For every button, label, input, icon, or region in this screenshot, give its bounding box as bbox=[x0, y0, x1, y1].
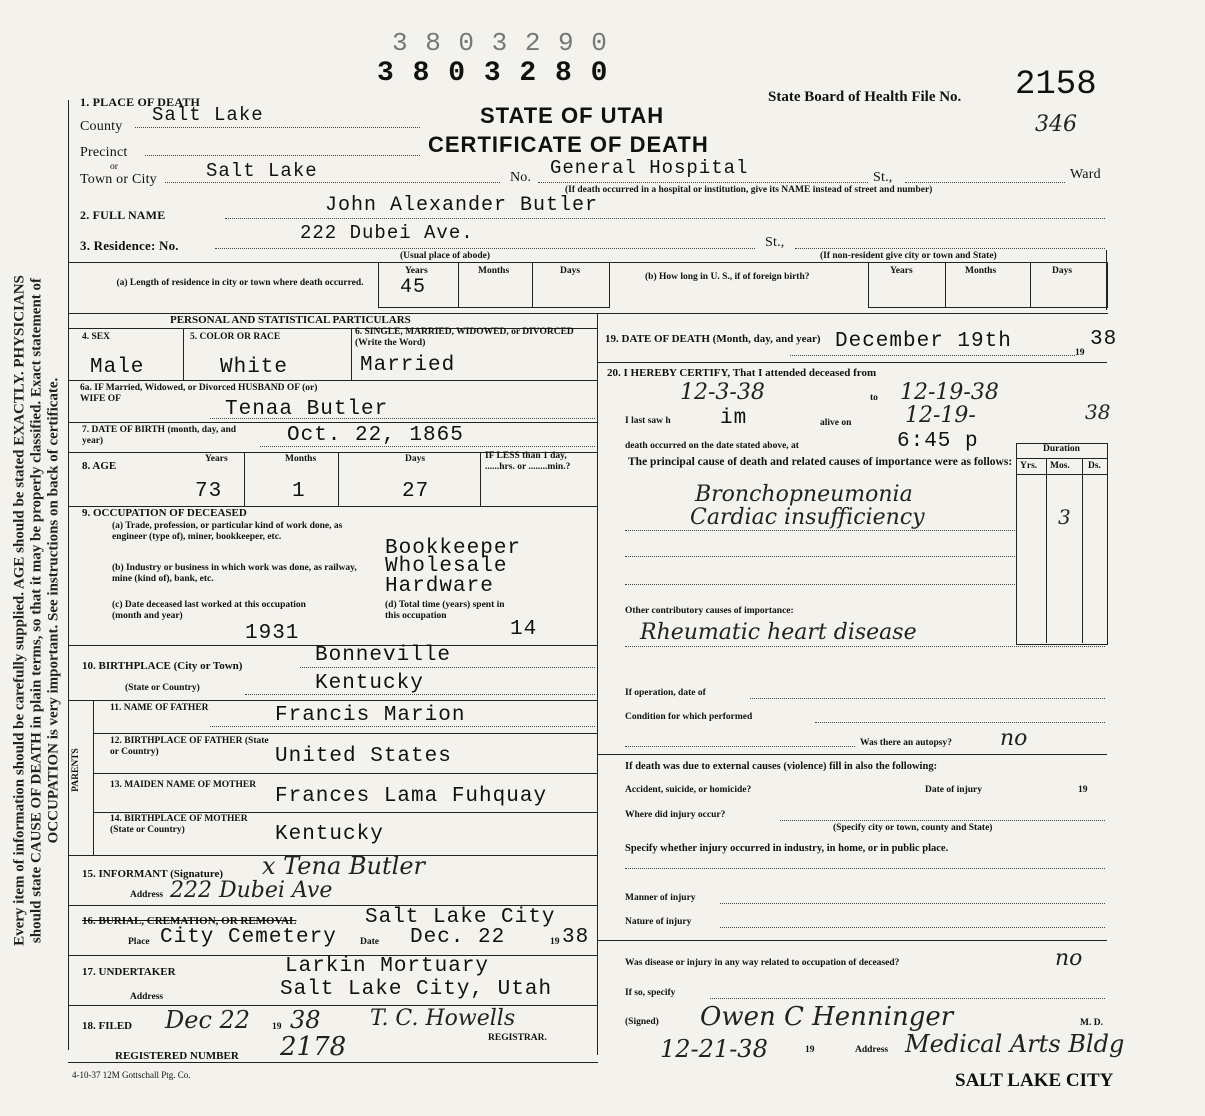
mother-birthplace-value: Kentucky bbox=[275, 823, 384, 846]
dob-value: Oct. 22, 1865 bbox=[287, 424, 464, 447]
informant-address: 222 Dubei Ave bbox=[170, 878, 333, 903]
alive-on-value: 12-19- bbox=[905, 403, 976, 428]
certificate-title: CERTIFICATE OF DEATH bbox=[428, 132, 709, 157]
cause-of-death-1: Bronchopneumonia bbox=[695, 482, 913, 507]
filed-year: 38 bbox=[290, 1006, 321, 1034]
residence-label: 3. Residence: No. bbox=[80, 238, 179, 253]
birthplace-city-value: Bonneville bbox=[315, 644, 452, 667]
city-stamp: SALT LAKE CITY bbox=[955, 1070, 1114, 1091]
age-years-value: 73 bbox=[195, 480, 223, 503]
total-time-value: 14 bbox=[510, 618, 538, 641]
file-number: 2158 bbox=[1015, 66, 1097, 104]
full-name-label: 2. FULL NAME bbox=[80, 208, 166, 222]
time-of-death: 6:45 p bbox=[897, 430, 979, 453]
length-years-value: 45 bbox=[400, 276, 427, 299]
serial-number: 3 8 0 3 2 8 0 bbox=[377, 58, 609, 89]
full-name-value: John Alexander Butler bbox=[325, 194, 599, 217]
county-label: County bbox=[80, 119, 123, 134]
state-title: STATE OF UTAH bbox=[480, 103, 665, 128]
birthplace-state-value: Kentucky bbox=[315, 672, 424, 695]
side-instructions: Every item of information should be carefully supplied. AGE should be stated EXACTLY. PHYSICIANS should state CAUSE OF DEATH in plain terms, so that it may be properly classified. Exact statement of OCCUPATION is very important. See instructions on back of certificate. bbox=[11, 275, 62, 946]
date-of-death-year: 38 bbox=[1090, 328, 1118, 351]
autopsy-value: no bbox=[1000, 726, 1028, 751]
physician-signature: Owen C Henninger bbox=[700, 1002, 954, 1032]
no-label: No. bbox=[510, 170, 532, 185]
burial-year-value: 38 bbox=[562, 926, 590, 949]
hospital-note: (If death occurred in a hospital or institution, give its NAME instead of street and number) bbox=[565, 185, 933, 195]
hospital-value: General Hospital bbox=[550, 157, 749, 179]
precinct-label: Precinct bbox=[80, 145, 128, 160]
mother-name-value: Frances Lama Fuhquay bbox=[275, 785, 548, 808]
town-label: Town or City bbox=[80, 172, 157, 187]
cemetery-value: City Cemetery bbox=[160, 926, 337, 949]
filed-date: Dec 22 bbox=[165, 1006, 251, 1034]
father-name-value: Francis Marion bbox=[275, 704, 466, 727]
undertaker-value: Larkin Mortuary bbox=[285, 955, 490, 978]
length-residence-label: (a) Length of residence in city or town where death occurred. bbox=[116, 278, 364, 288]
personal-header: PERSONAL AND STATISTICAL PARTICULARS bbox=[170, 314, 411, 326]
attended-from: 12-3-38 bbox=[680, 380, 765, 405]
father-birthplace-value: United States bbox=[275, 745, 452, 768]
registered-number: 2178 bbox=[280, 1032, 347, 1062]
left-frame bbox=[68, 100, 69, 1050]
alive-on-year: 38 bbox=[1085, 400, 1111, 424]
attended-to: 12-19-38 bbox=[900, 380, 999, 405]
informant-signature: x Tena Butler bbox=[262, 852, 425, 880]
printer-line: 4-10-37 12M Gottschall Ptg. Co. bbox=[72, 1070, 191, 1080]
column-divider bbox=[597, 313, 598, 1055]
burial-date-value: Dec. 22 bbox=[410, 926, 506, 949]
race-value: White bbox=[220, 356, 289, 379]
occupation-value: Bookkeeper bbox=[385, 537, 522, 560]
age-days-value: 27 bbox=[402, 480, 430, 503]
sex-value: Male bbox=[90, 356, 145, 379]
marital-value: Married bbox=[360, 354, 456, 377]
spouse-value: Tenaa Butler bbox=[225, 398, 389, 421]
residence-value: 222 Dubei Ave. bbox=[300, 222, 474, 244]
physician-address: Medical Arts Bldg bbox=[905, 1030, 1125, 1058]
cause-of-death-2: Cardiac insufficiency bbox=[690, 505, 925, 530]
burial-place-value: Salt Lake City bbox=[365, 906, 556, 929]
last-worked-value: 1931 bbox=[245, 622, 300, 645]
industry-value-1: Wholesale bbox=[385, 555, 508, 578]
age-months-value: 1 bbox=[292, 480, 306, 503]
serial-ghost: 3 8 0 3 2 9 0 bbox=[392, 28, 608, 58]
occupation-related-value: no bbox=[1055, 946, 1083, 971]
local-number: 346 bbox=[1035, 112, 1077, 137]
undertaker-address: Salt Lake City, Utah bbox=[280, 978, 553, 1001]
contributory-cause: Rheumatic heart disease bbox=[640, 620, 917, 645]
place-of-death-label: 1. PLACE OF DEATH bbox=[80, 95, 201, 109]
registrar-signature: T. C. Howells bbox=[370, 1006, 516, 1031]
last-saw-value: im bbox=[720, 407, 748, 430]
industry-value-2: Hardware bbox=[385, 575, 494, 598]
parents-side-label: PARENTS bbox=[70, 748, 81, 792]
us-residence-label: (b) How long in U. S., if of foreign birth? bbox=[645, 272, 810, 282]
duration-months-value: 3 bbox=[1058, 505, 1071, 529]
town-value: Salt Lake bbox=[206, 160, 318, 182]
signature-date: 12-21-38 bbox=[660, 1035, 768, 1063]
county-value: Salt Lake bbox=[152, 104, 264, 126]
date-of-death-value: December 19th bbox=[835, 330, 1012, 353]
file-no-label: State Board of Health File No. bbox=[768, 89, 962, 105]
